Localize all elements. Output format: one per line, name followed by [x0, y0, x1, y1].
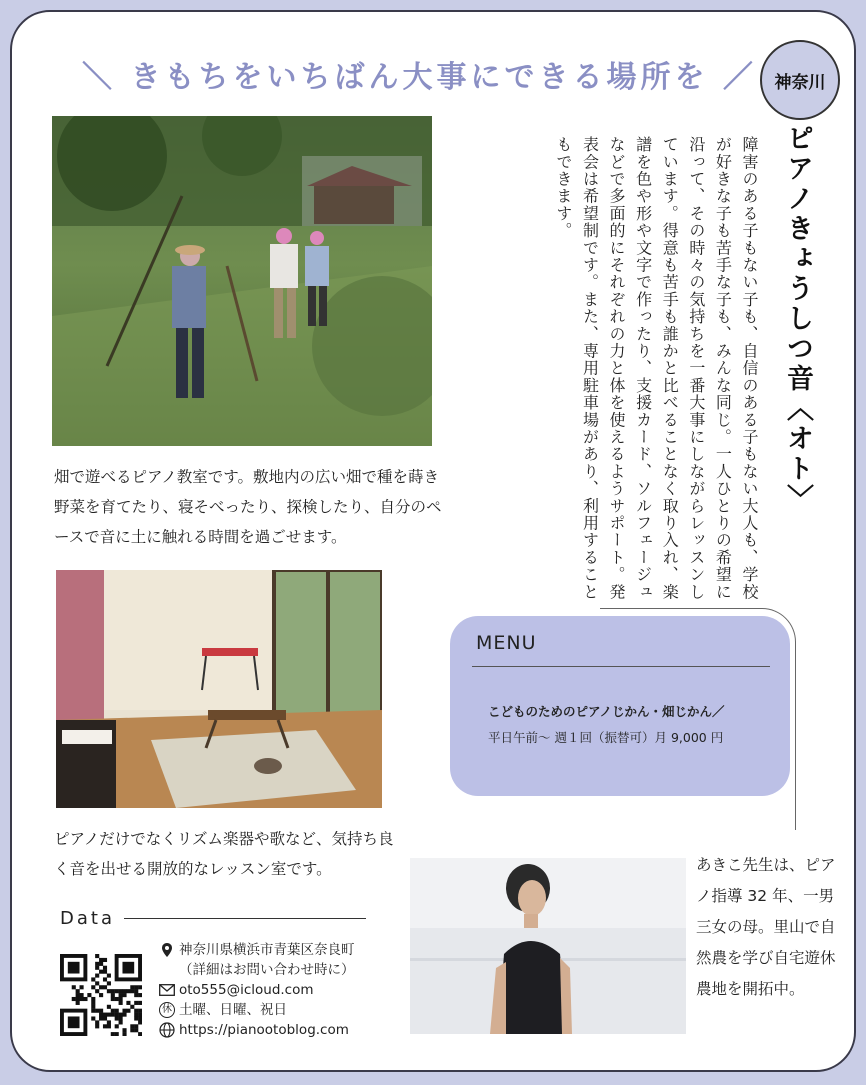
data-divider — [124, 918, 366, 919]
teacher-bio: あきこ先生は、ピアノ指導 32 年、一男三女の母。里山で自然農を学び自宅遊休農地を開拓中。 — [696, 856, 836, 998]
menu-box — [450, 616, 790, 796]
lesson-room-photo — [56, 570, 382, 808]
menu-item-detail: 平日午前〜 週１回（振替可）月 9,000 円 — [488, 730, 724, 745]
school-name: ピアノきょうしつ音〈オト〉 — [782, 124, 813, 514]
teacher-photo — [410, 858, 686, 1034]
data-label: Data — [60, 908, 115, 929]
website-link[interactable]: https://pianootoblog.com — [179, 1022, 349, 1038]
website-row — [158, 1020, 408, 1040]
address-row — [158, 940, 408, 960]
prefecture-badge: 神奈川 — [760, 40, 840, 120]
address-note: （詳細はお問い合わせ時に） — [179, 962, 355, 978]
menu-title: MENU — [476, 632, 537, 654]
article-card — [10, 10, 856, 1072]
globe-icon — [158, 1021, 176, 1039]
closed-day-icon: 休 — [158, 1001, 176, 1019]
school-description: 障害のある子もない子も、自信のある子もない大人も、学校が好きな子も苦手な子も、みんな同じ。一人ひとりの希望に沿って、その時々の気持ちを一番大事にしながらレッスンしています。得意も苦手も誰かと比べることなく取り入れ、楽譜を色や形や文字で作ったり、支援カード、ソルフェージュなどで多面的にそれぞれの力と体を使えるようサポート。発表会は希望制です。また、専用駐車場があり、利用することもできます。 — [553, 136, 759, 601]
closed-days-row — [158, 1000, 408, 1020]
mail-icon — [158, 981, 176, 999]
menu-item-title: こどものためのピアノじかん・畑じかん／ — [488, 704, 725, 719]
field-caption: 畑で遊べるピアノ教室です。敷地内の広い畑で種を蒔き野菜を育てたり、寝そべったり、探検したり、自分のペースで音に土に触れる時間を過ごせます。 — [54, 468, 442, 546]
headline: ＼ きもちをいちばん大事にできる場所を ／ — [82, 60, 757, 95]
qr-code[interactable] — [60, 954, 142, 1036]
closed-days-text: 土曜、日曜、祝日 — [179, 1002, 287, 1018]
field-photo — [52, 116, 432, 446]
room-caption: ピアノだけでなくリズム楽器や歌など、気持ち良く音を出せる開放的なレッスン室です。 — [54, 830, 394, 878]
contact-info — [158, 940, 408, 1040]
menu-divider — [472, 666, 770, 667]
address-text: 神奈川県横浜市青葉区奈良町 — [179, 942, 355, 958]
location-pin-icon — [158, 941, 176, 959]
email-link[interactable]: oto555@icloud.com — [179, 982, 314, 998]
email-row — [158, 980, 408, 1000]
